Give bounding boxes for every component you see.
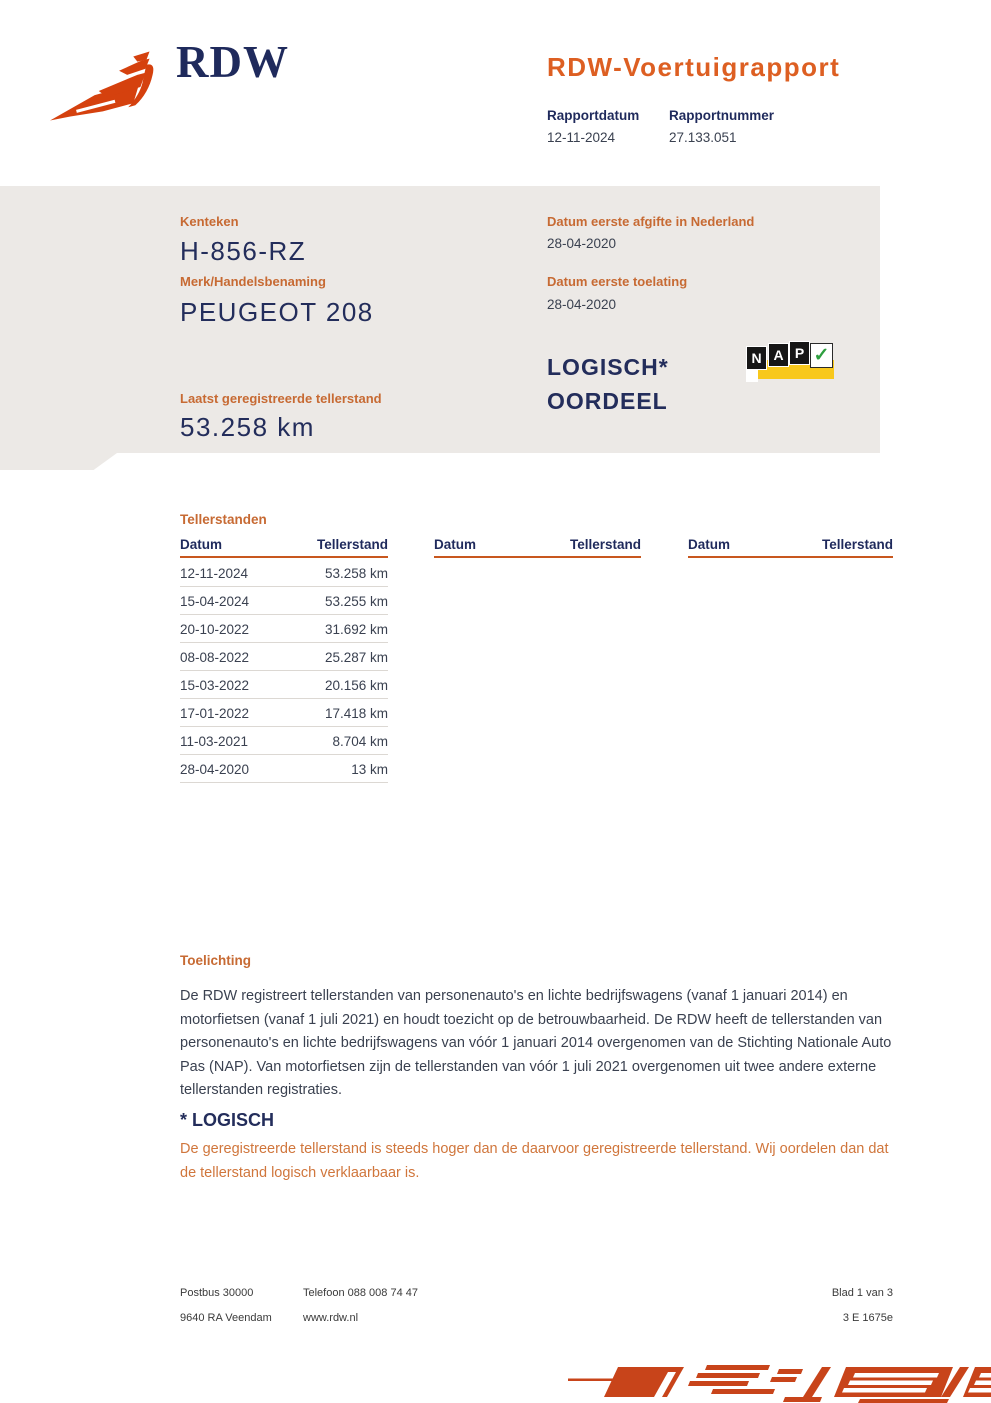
first-issue-value: 28-04-2020	[547, 236, 617, 251]
tellerstanden-heading: Tellerstanden	[180, 512, 267, 527]
col-tellerstand: Tellerstand	[569, 537, 641, 552]
last-odometer-label: Laatst geregistreerde tellerstand	[180, 391, 382, 406]
row-odometer-value: 17.418 km	[324, 705, 388, 721]
judgement-text	[547, 350, 669, 418]
kenteken-label: Kenteken	[180, 214, 239, 229]
footer-phone: Telefoon 088 008 74 47	[303, 1287, 418, 1299]
row-date: 15-03-2022	[180, 677, 250, 693]
table-row	[180, 587, 388, 615]
row-odometer-value: 53.255 km	[324, 593, 388, 609]
footer-page-number: Blad 1 van 3	[831, 1287, 893, 1299]
row-odometer-value: 8.704 km	[332, 733, 388, 749]
report-date-label: Rapportdatum	[547, 108, 640, 123]
row-odometer-value: 53.258 km	[324, 565, 388, 581]
table-row	[180, 559, 388, 587]
merk-label: Merk/Handelsbenaming	[180, 274, 326, 289]
judgement-line2: OORDEEL	[547, 388, 668, 414]
toelichting-heading: Toelichting	[180, 953, 251, 968]
col-tellerstand: Tellerstand	[316, 537, 388, 552]
nap-letter-n: N	[746, 346, 767, 370]
nap-logo	[744, 339, 839, 385]
toelichting-body: De RDW registreert tellerstanden van personenauto's en lichte bedrijfswagens (vanaf 1 januari 2014) en motorfietsen (vanaf 1 juli 2021) en houdt toezicht op de betrouwbaarheid. De RDW heeft de tellerstanden van personenauto's en lichte bedrijfswagens van vóór 1 januari 2014 overgenomen van de Stichting Nationale Auto Pas (NAP). Van motorfietsen zijn de tellerstanden van vóór 1 juli 2021 overgenomen uit twee andere externe tellerstanden registraties.	[180, 988, 892, 1098]
report-number-value: 27.133.051	[669, 130, 737, 145]
first-issue-label: Datum eerste afgifte in Nederland	[547, 214, 755, 229]
row-date: 11-03-2021	[180, 733, 249, 749]
row-date: 28-04-2020	[180, 761, 250, 777]
logisch-heading: * LOGISCH	[180, 1110, 275, 1130]
row-date: 15-04-2024	[180, 593, 250, 609]
col-datum: Datum	[688, 537, 731, 552]
table-header-group-2	[434, 537, 641, 558]
document-title: RDW-Voertuigrapport	[547, 52, 841, 82]
table-header-group-3	[688, 537, 893, 558]
table-row	[180, 727, 388, 755]
table-row	[180, 643, 388, 671]
footer-address-line1: Postbus 30000	[180, 1287, 254, 1299]
footer-address-line2: 9640 RA Veendam	[180, 1312, 272, 1324]
merk-value: PEUGEOT 208	[180, 297, 374, 327]
footer-website: www.rdw.nl	[303, 1312, 359, 1324]
row-odometer-value: 20.156 km	[324, 677, 388, 693]
row-date: 12-11-2024	[180, 565, 249, 581]
nap-white-square	[746, 370, 758, 382]
logisch-body: De geregistreerde tellerstand is steeds hoger dan de daarvoor geregistreerde tellerstand. Wij oordelen dan dat de tellerstand logisch verklaarbaar is.	[180, 1141, 889, 1181]
footer-doc-code: 3 E 1675e	[842, 1312, 893, 1324]
panel-corner-shape	[0, 453, 117, 470]
report-number-label: Rapportnummer	[669, 108, 775, 123]
rdw-wing-logo-icon	[48, 50, 180, 124]
first-admission-label: Datum eerste toelating	[547, 274, 688, 289]
rdw-wordmark: RDW	[176, 37, 289, 87]
table-row	[180, 671, 388, 699]
judgement-line1: LOGISCH*	[547, 354, 669, 380]
kenteken-value: H-856-RZ	[180, 236, 307, 266]
first-admission-value: 28-04-2020	[547, 297, 617, 312]
col-datum: Datum	[180, 537, 223, 552]
row-odometer-value: 31.692 km	[324, 621, 388, 637]
report-date-value: 12-11-2024	[547, 130, 616, 145]
nap-letter-a: A	[768, 343, 789, 367]
meter-rows	[180, 559, 388, 783]
row-odometer-value: 25.287 km	[324, 649, 388, 665]
row-date: 08-08-2022	[180, 649, 250, 665]
row-date: 20-10-2022	[180, 621, 250, 637]
last-odometer-value: 53.258 km	[180, 412, 315, 442]
nap-letter-p: P	[789, 341, 810, 365]
table-row	[180, 699, 388, 727]
table-header-group-1	[180, 537, 388, 558]
speed-lines-graphic	[560, 1340, 991, 1403]
row-date: 17-01-2022	[180, 705, 250, 721]
table-row	[180, 615, 388, 643]
table-row	[180, 755, 388, 783]
row-odometer-value: 13 km	[351, 761, 388, 777]
col-tellerstand: Tellerstand	[821, 537, 893, 552]
nap-checkmark-icon: ✓	[810, 343, 833, 368]
col-datum: Datum	[434, 537, 477, 552]
